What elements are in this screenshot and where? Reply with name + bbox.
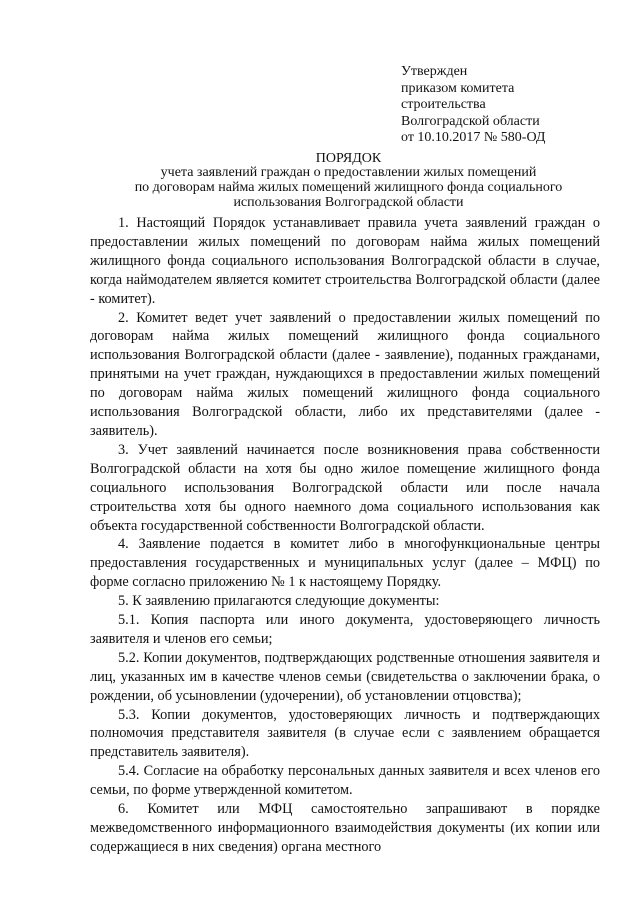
document-body	[90, 214, 600, 857]
approval-stamp	[401, 64, 621, 147]
subtitle-line: по договорам найма жилых помещений жилищного фонда социального	[134, 180, 563, 195]
paragraph-5-4: 5.4. Согласие на обработку персональных данных заявителя и всех членов его семьи, по форме утвержденной комитетом.	[90, 763, 600, 799]
approval-line: Волгоградской области	[401, 113, 540, 129]
paragraph-5-3: 5.3. Копии документов, удостоверяющих личность и подтверждающих полномочия представителя заявителя (в случае если с заявлением обращается представитель заявителя).	[90, 706, 600, 761]
document-subtitle	[90, 165, 607, 210]
document-title: ПОРЯДОК	[315, 151, 382, 166]
paragraph-6: 6. Комитет или МФЦ самостоятельно запрашивают в порядке межведомственного информационного взаимодействия документы (их копии или содержащиеся в них сведения) органа местного	[90, 801, 600, 855]
paragraph-1: 1. Настоящий Порядок устанавливает правила учета заявлений граждан о предоставлении жилых помещений по договорам найма жилых помещений жилищного фонда социального использования Волгоградской области в случае, когда наймодателем является комитет строительства Волгоградской области (далее - комитет).	[90, 215, 600, 307]
paragraph-4: 4. Заявление подается в комитет либо в многофункциональные центры предоставления государственных и муниципальных услуг (далее – МФЦ) по форме согласно приложению № 1 к настоящему Порядку.	[90, 536, 600, 591]
subtitle-line: учета заявлений граждан о предоставлении жилых помещений	[160, 165, 537, 180]
subtitle-line: использования Волгоградской области	[233, 195, 464, 210]
paragraph-5-2: 5.2. Копии документов, подтверждающих родственные отношения заявителя и лиц, указанных им в качестве членов семьи (свидетельства о заключении брака, о рождении, об усыновлении (удочерении), об установлении отцовства);	[90, 649, 600, 704]
paragraph-5: 5. К заявлению прилагаются следующие документы:	[118, 593, 440, 610]
paragraph-2: 2. Комитет ведет учет заявлений о предоставлении жилых помещений по договорам найма жилых помещений жилищного фонда социального использования Волгоградской области (далее - заявление), поданных гражданами, принятыми на учет граждан, нуждающихся в предоставлении жилых помещений по договорам найма жилых помещений жилищного фонда социального использования Волгоградской области, либо их представителями (далее - заявитель).	[90, 309, 600, 439]
approval-line: приказом комитета	[401, 80, 515, 96]
paragraph-3: 3. Учет заявлений начинается после возникновения права собственности Волгоградской области на хотя бы одно жилое помещение жилищного фонда социального использования Волгоградской области или после начала строительства хотя бы одного наемного дома социального использования как объекта государственной собственности Волгоградской области.	[90, 441, 600, 534]
approval-date-number: от 10.10.2017 № 580-ОД	[401, 130, 546, 145]
approval-line: строительства	[401, 97, 486, 112]
approval-line: Утвержден	[401, 64, 468, 79]
paragraph-5-1: 5.1. Копия паспорта или иного документа, удостоверяющего личность заявителя и членов его семьи;	[90, 612, 600, 647]
